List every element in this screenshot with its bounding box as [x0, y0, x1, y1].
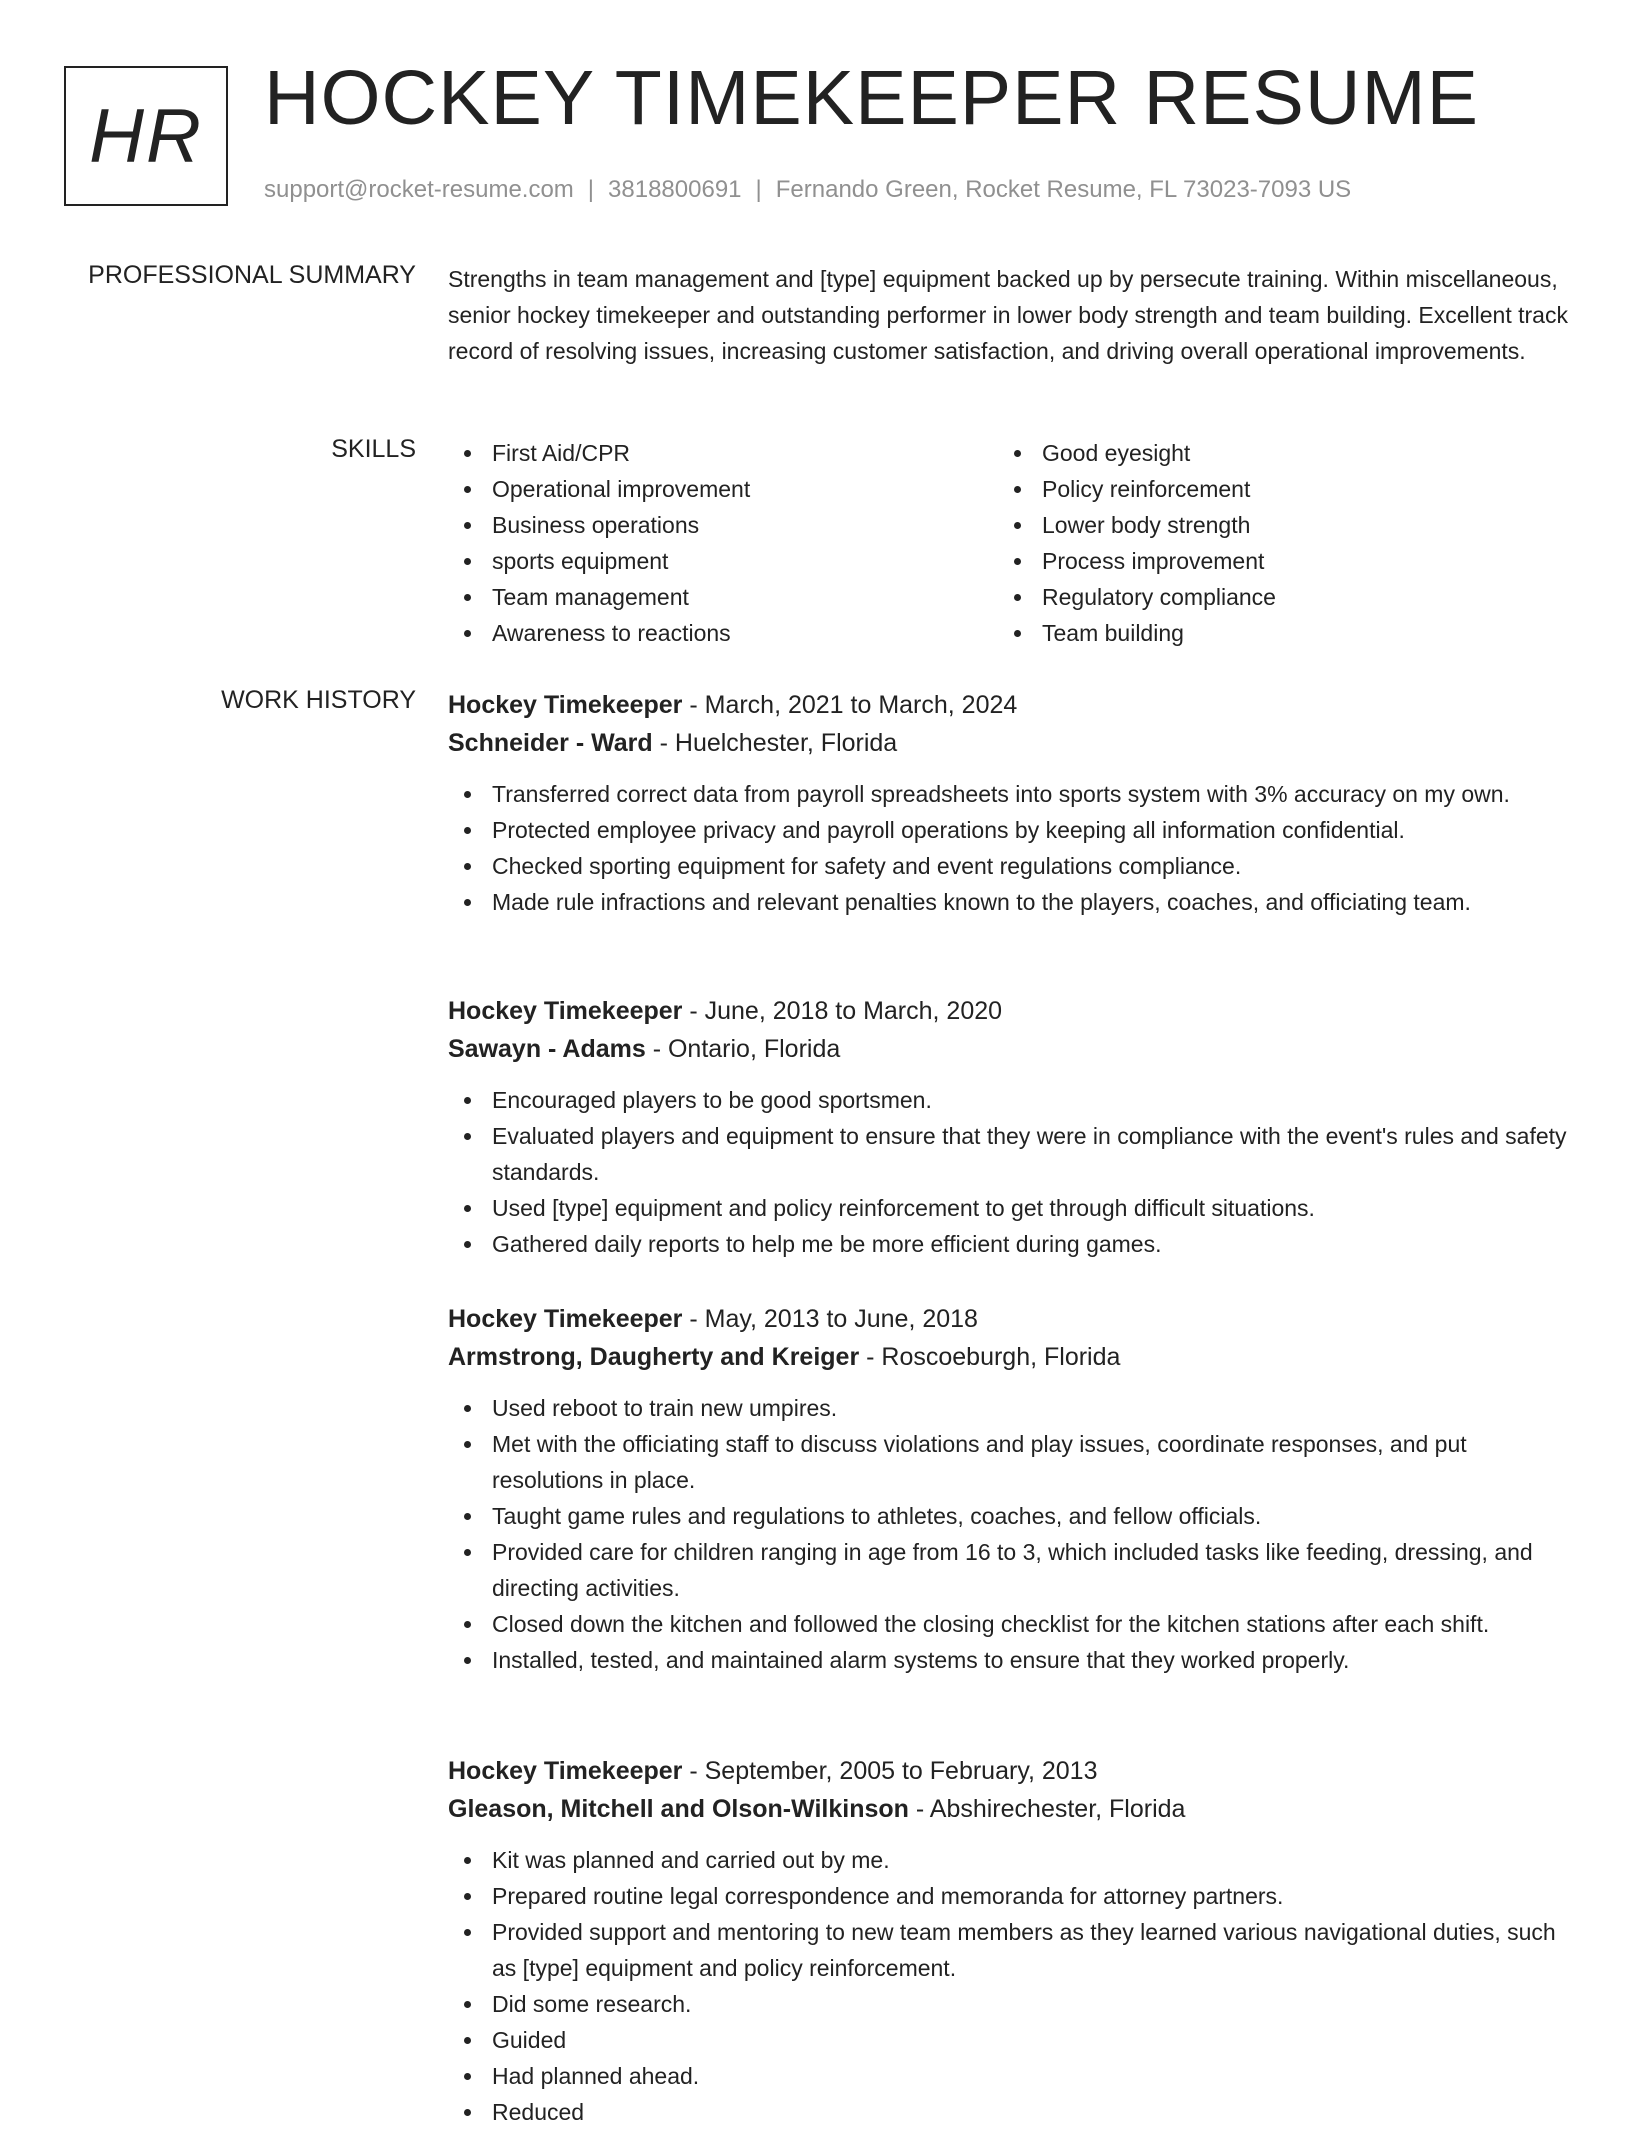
skill-item: Team management	[448, 579, 998, 615]
job-bullet: Installed, tested, and maintained alarm systems to ensure that they worked properly.	[448, 1642, 1568, 1678]
job-title: Hockey Timekeeper	[448, 1757, 683, 1785]
job-entry	[448, 686, 1568, 920]
job-bullet: Closed down the kitchen and followed the closing checklist for the kitchen stations after each shift.	[448, 1606, 1568, 1642]
job-bullets	[448, 1082, 1568, 1262]
job-bullet: Had planned ahead.	[448, 2058, 1568, 2094]
skill-item: sports equipment	[448, 543, 998, 579]
job-entry	[448, 1300, 1568, 1678]
job-dates: - March, 2021 to March, 2024	[682, 691, 1018, 719]
job-bullet: Met with the officiating staff to discuss violations and play issues, coordinate responses, and put resolutions in place.	[448, 1426, 1568, 1498]
skill-item: Process improvement	[998, 543, 1548, 579]
job-title: Hockey Timekeeper	[448, 1305, 683, 1333]
summary-text: Strengths in team management and [type] equipment backed up by persecute training. Within miscellaneous, senior hockey timekeeper and outstanding performer in lower body strength and team building. Excellent track record of resolving issues, increasing customer satisfaction, and driving overall operational improvements.	[448, 266, 1568, 364]
job-location: - Roscoeburgh, Florida	[859, 1343, 1121, 1371]
job-entry	[448, 992, 1568, 1262]
skill-item: Lower body strength	[998, 507, 1548, 543]
job-bullet: Checked sporting equipment for safety and event regulations compliance.	[448, 848, 1568, 884]
job-dates: - June, 2018 to March, 2020	[682, 997, 1003, 1025]
job-company: Schneider - Ward	[448, 729, 653, 757]
job-title: Hockey Timekeeper	[448, 691, 683, 719]
job-bullet: Guided	[448, 2022, 1568, 2058]
job-entry	[448, 1752, 1568, 2130]
skills-list-right	[998, 435, 1548, 651]
contact-phone[interactable]: 3818800691	[608, 176, 742, 203]
job-title: Hockey Timekeeper	[448, 997, 683, 1025]
contact-separator: |	[587, 176, 595, 203]
job-bullet: Reduced	[448, 2094, 1568, 2130]
skill-item: Awareness to reactions	[448, 615, 998, 651]
job-location: - Ontario, Florida	[645, 1035, 841, 1063]
skill-item: First Aid/CPR	[448, 435, 998, 471]
job-location: - Huelchester, Florida	[652, 729, 898, 757]
contact-address: Fernando Green, Rocket Resume, FL 73023-7093 US	[775, 176, 1352, 203]
resume-title: HOCKEY TIMEKEEPER RESUME	[264, 55, 1479, 141]
skill-item: Operational improvement	[448, 471, 998, 507]
job-bullet: Taught game rules and regulations to athletes, coaches, and fellow officials.	[448, 1498, 1568, 1534]
skill-item: Team building	[998, 615, 1548, 651]
job-bullet: Kit was planned and carried out by me.	[448, 1842, 1568, 1878]
skill-item: Business operations	[448, 507, 998, 543]
skill-item: Policy reinforcement	[998, 471, 1548, 507]
job-bullet: Encouraged players to be good sportsmen.	[448, 1082, 1568, 1118]
contact-email[interactable]: support@rocket-resume.com	[264, 176, 574, 203]
job-bullet: Used [type] equipment and policy reinforcement to get through difficult situations.	[448, 1190, 1568, 1226]
monogram-badge: HR	[64, 66, 228, 206]
skills-list-left	[448, 435, 998, 651]
job-bullet: Transferred correct data from payroll spreadsheets into sports system with 3% accuracy on my own.	[448, 776, 1568, 812]
job-dates: - May, 2013 to June, 2018	[682, 1305, 978, 1333]
job-bullet: Did some research.	[448, 1986, 1568, 2022]
job-bullets	[448, 1842, 1568, 2130]
job-bullet: Provided care for children ranging in age from 16 to 3, which included tasks like feeding, dressing, and directing activities.	[448, 1534, 1568, 1606]
skills-heading: SKILLS	[331, 435, 416, 463]
skill-item: Regulatory compliance	[998, 579, 1548, 615]
job-bullet: Evaluated players and equipment to ensure that they were in compliance with the event's rules and safety standards.	[448, 1118, 1568, 1190]
job-company: Armstrong, Daugherty and Kreiger	[448, 1343, 860, 1371]
job-bullets	[448, 776, 1568, 920]
skill-item: Good eyesight	[998, 435, 1548, 471]
summary-heading: PROFESSIONAL SUMMARY	[88, 261, 416, 289]
contact-separator: |	[755, 176, 762, 203]
job-bullet: Prepared routine legal correspondence and memoranda for attorney partners.	[448, 1878, 1568, 1914]
job-bullet: Used reboot to train new umpires.	[448, 1390, 1568, 1426]
job-bullet: Protected employee privacy and payroll operations by keeping all information confidential.	[448, 812, 1568, 848]
job-company: Gleason, Mitchell and Olson-Wilkinson	[448, 1795, 909, 1823]
job-bullet: Made rule infractions and relevant penalties known to the players, coaches, and officiating team.	[448, 884, 1568, 920]
contact-line	[264, 176, 1351, 204]
job-location: - Abshirechester, Florida	[908, 1795, 1186, 1823]
job-dates: - September, 2005 to February, 2013	[682, 1757, 1098, 1785]
job-bullets	[448, 1390, 1568, 1678]
job-company: Sawayn - Adams	[448, 1035, 646, 1063]
job-bullet: Gathered daily reports to help me be more efficient during games.	[448, 1226, 1568, 1262]
work-history-heading: WORK HISTORY	[221, 686, 416, 714]
job-bullet: Provided support and mentoring to new team members as they learned various navigational duties, such as [type] equipment and policy reinforcement.	[448, 1914, 1568, 1986]
